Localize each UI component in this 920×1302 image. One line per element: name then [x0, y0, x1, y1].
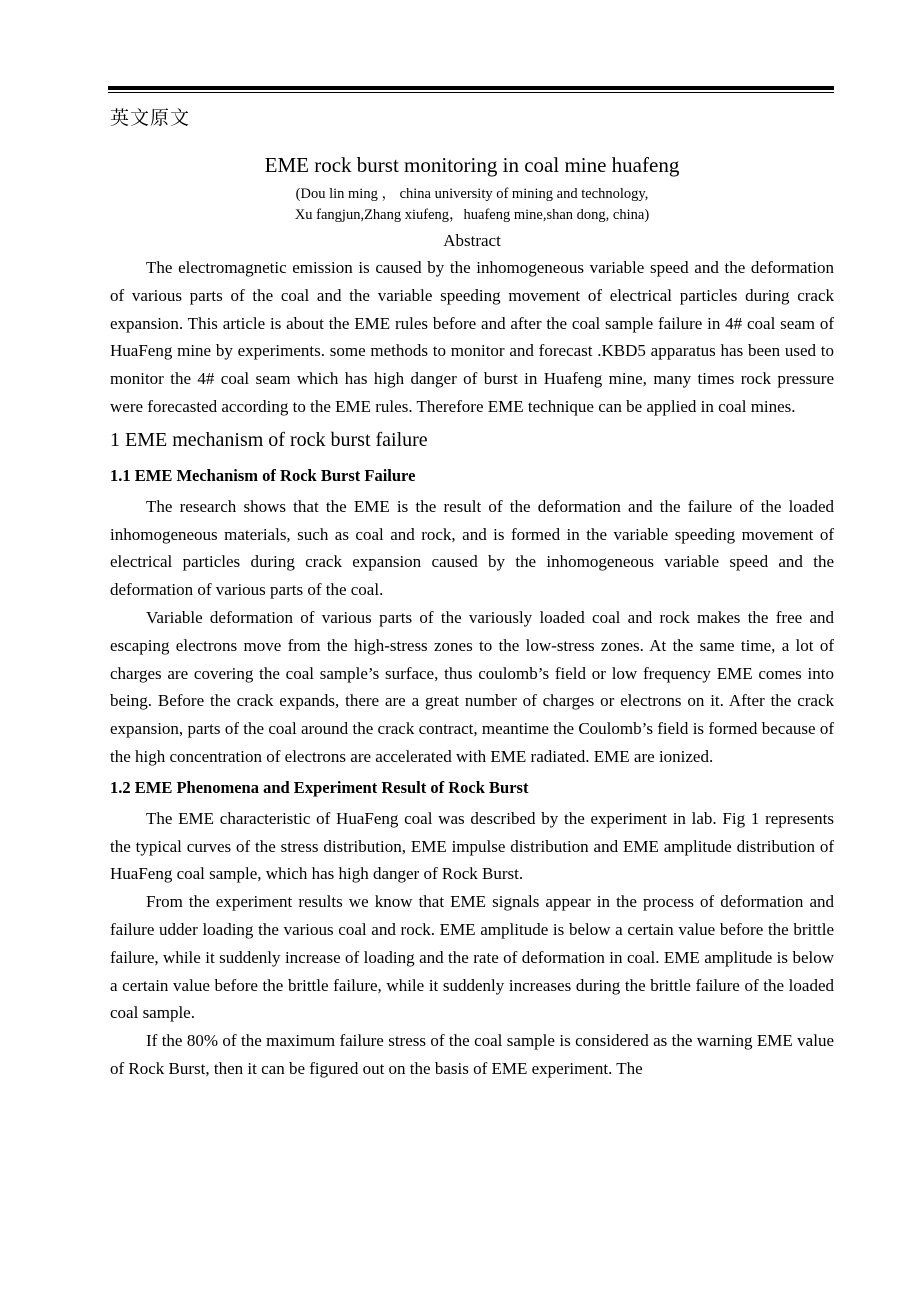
abstract-heading: Abstract	[443, 231, 501, 250]
header-rule-thin	[108, 92, 834, 93]
authors-line-1: (Dou lin ming ， china university of mining and technology,	[295, 186, 649, 202]
subsection-1-2-heading: 1.2 EME Phenomena and Experiment Result of Rock Burst	[110, 777, 529, 797]
abstract-paragraph: The electromagnetic emission is caused by the inhomogeneous variable speed and the deformation of various parts of the coal and the variable speeding movement of electrical particles during crack expansion. This article is about the EME rules before and after the coal sample failure in 4# coal seam of HuaFeng mine by experiments. some methods to monitor and forecast .KBD5 apparatus has been used to monitor the 4# coal seam which has high danger of burst in Huafeng mine, many times rock pressure were forecasted according to the EME rules. Therefore EME technique can be applied in coal mines.	[110, 258, 834, 416]
section-label: 英文原文	[110, 107, 191, 129]
subsection-1-2-paragraph-3: If the 80% of the maximum failure stress of the coal sample is considered as the warning EME value of Rock Burst, then it can be figured out on the basis of EME experiment. The	[110, 1031, 834, 1078]
document-body	[110, 150, 834, 1083]
header-rule-thick	[108, 86, 834, 90]
subsection-1-1-paragraph-1: The research shows that the EME is the result of the deformation and the failure of the loaded inhomogeneous materials, such as coal and rock, and is formed in the variable speeding movement of electrical particles during crack expansion caused by the inhomogeneous variable speed and the deformation of various parts of the coal.	[110, 496, 834, 600]
subsection-1-1-paragraph-2: Variable deformation of various parts of the variously loaded coal and rock makes the free and escaping electrons move from the high-stress zones to the low-stress zones. At the same time, a lot of charges are covering the coal sample’s surface, thus coulomb’s field or low frequency EME comes into being. Before the crack expands, there are a great number of charges or electrons on it. After the crack expansion, parts of the coal around the crack contract, meantime the Coulomb’s field is formed because of the high concentration of electrons are accelerated with EME radiated. EME are ionized.	[110, 607, 834, 766]
subsection-1-1-heading: 1.1 EME Mechanism of Rock Burst Failure	[110, 465, 416, 485]
authors-line-2: Xu fangjun,Zhang xiufeng，huafeng mine,shan dong, china)	[294, 207, 650, 223]
section-1-heading: 1 EME mechanism of rock burst failure	[110, 428, 428, 451]
paper-title: EME rock burst monitoring in coal mine huafeng	[264, 153, 680, 177]
subsection-1-2-paragraph-1: The EME characteristic of HuaFeng coal was described by the experiment in lab. Fig 1 represents the typical curves of the stress distribution, EME impulse distribution and EME amplitude distribution of HuaFeng coal sample, which has high danger of Rock Burst.	[110, 808, 834, 884]
subsection-1-2-paragraph-2: From the experiment results we know that EME signals appear in the process of deformation and failure udder loading the various coal and rock. EME amplitude is below a certain value before the brittle failure, while it suddenly increase of loading and the rate of deformation in coal. EME amplitude is below a certain value before the brittle failure, while it suddenly increases during the brittle failure of the loaded coal sample.	[110, 892, 834, 1023]
